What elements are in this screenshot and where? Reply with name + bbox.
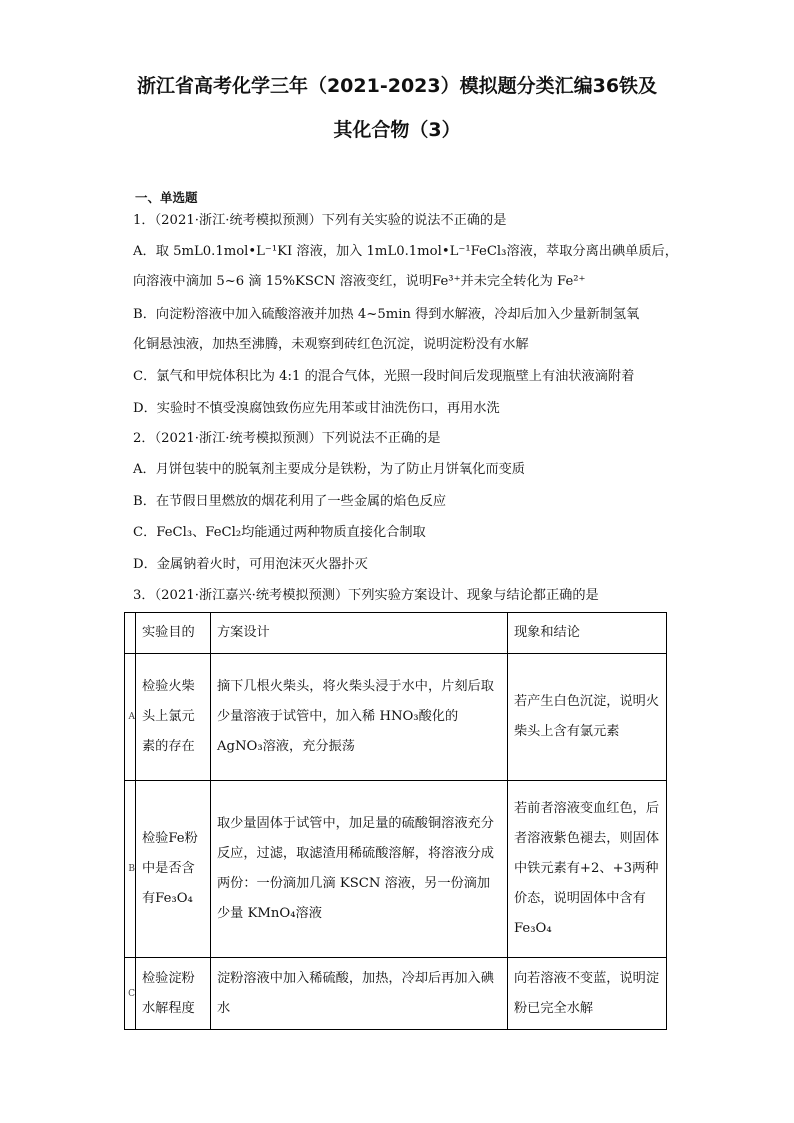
row-aim: 检验Fe粉中是否含有Fe₃O₄	[136, 781, 211, 958]
row-plan: 淀粉溶液中加入稀硫酸，加热，冷却后再加入碘水	[211, 958, 508, 1030]
row-plan: 取少量固体于试管中，加足量的硫酸铜溶液充分反应，过滤，取滤渣用稀硫酸溶解，将溶液分成两份：一份滴加几滴 KSCN 溶液，另一份滴加少量 KMnO₄溶液	[211, 781, 508, 958]
question-1-option-a-line-1: A．取 5mL0.1mol•L⁻¹KI 溶液，加入 1mL0.1mol•L⁻¹FeCl₃溶液，萃取分离出碘单质后，	[133, 244, 678, 259]
table-header-plan: 方案设计	[211, 613, 508, 654]
question-1-option-d: D．实验时不慎受溴腐蚀致伤应先用苯或甘油洗伤口，再用水洗	[133, 401, 500, 416]
question-2-option-b: B．在节假日里燃放的烟花利用了一些金属的焰色反应	[133, 494, 447, 509]
question-1-option-b-line-1: B．向淀粉溶液中加入硫酸溶液并加热 4~5min 得到水解液，冷却后加入少量新制氢氧	[133, 307, 640, 322]
row-aim: 检验淀粉水解程度	[136, 958, 211, 1030]
question-1-option-a-line-2: 向溶液中滴加 5~6 滴 15%KSCN 溶液变红，说明Fe³⁺并未完全转化为 Fe²⁺	[133, 274, 586, 289]
row-result: 若产生白色沉淀，说明火柴头上含有氯元素	[508, 654, 667, 781]
table-header-result: 现象和结论	[508, 613, 667, 654]
question-1-option-b-line-2: 化铜悬浊液，加热至沸腾，未观察到砖红色沉淀，说明淀粉没有水解	[133, 337, 529, 352]
table-header-aim: 实验目的	[136, 613, 211, 654]
question-2-option-a: A．月饼包装中的脱氧剂主要成分是铁粉，为了防止月饼氧化而变质	[133, 462, 525, 477]
question-2-option-c: C．FeCl₃、FeCl₂均能通过两种物质直接化合制取	[133, 525, 426, 540]
row-result: 向若溶液不变蓝，说明淀粉已完全水解	[508, 958, 667, 1030]
experiment-table	[124, 612, 667, 1030]
table-row	[125, 958, 667, 1030]
row-result: 若前者溶液变血红色，后者溶液紫色褪去，则固体中铁元素有+2、+3两种价态，说明固体中含有Fe₃O₄	[508, 781, 667, 958]
document-title	[100, 64, 694, 152]
question-2-stem: 2．（2021·浙江·统考模拟预测）下列说法不正确的是	[133, 431, 441, 446]
title-line-2: 其化合物（3）	[333, 119, 461, 141]
question-1-stem: 1．（2021·浙江·统考模拟预测）下列有关实验的说法不正确的是	[133, 213, 507, 228]
row-option-mark: A	[125, 654, 136, 781]
section-heading: 一、单选题	[135, 190, 198, 205]
title-line-1: 浙江省高考化学三年（2021-2023）模拟题分类汇编36铁及	[136, 75, 658, 97]
row-aim: 检验火柴头上氯元素的存在	[136, 654, 211, 781]
row-option-mark: C	[125, 958, 136, 1030]
row-option-mark: B	[125, 781, 136, 958]
row-plan: 摘下几根火柴头，将火柴头浸于水中，片刻后取少量溶液于试管中，加入稀 HNO₃酸化的 AgNO₃溶液，充分振荡	[211, 654, 508, 781]
table-row	[125, 781, 667, 958]
table-header-mark-cell	[125, 613, 136, 654]
table-header-row	[125, 613, 667, 654]
question-3-stem: 3．（2021·浙江嘉兴·统考模拟预测）下列实验方案设计、现象与结论都正确的是	[133, 588, 599, 603]
question-1-option-c: C．氯气和甲烷体积比为 4:1 的混合气体，光照一段时间后发现瓶壁上有油状液滴附着	[133, 369, 635, 384]
question-2-option-d: D．金属钠着火时，可用泡沫灭火器扑灭	[133, 557, 368, 572]
table-row	[125, 654, 667, 781]
